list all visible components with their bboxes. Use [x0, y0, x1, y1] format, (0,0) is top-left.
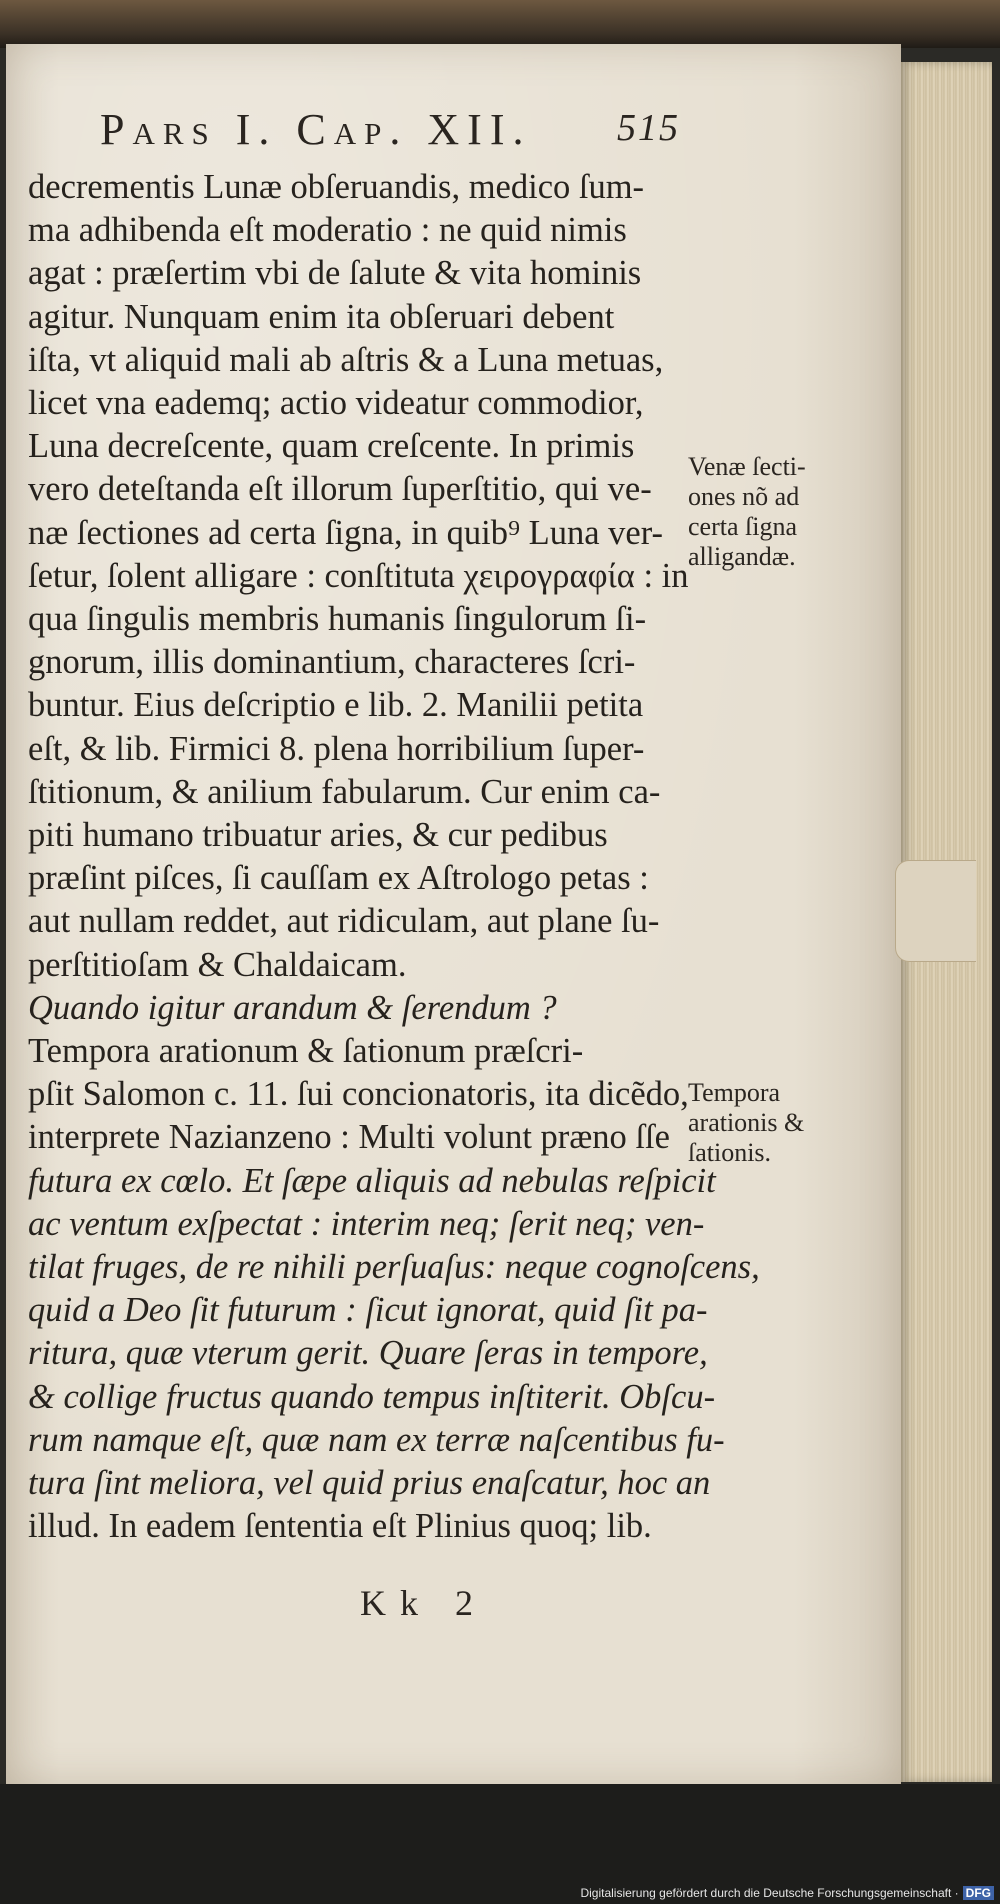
- page-marker-strip: [895, 860, 976, 962]
- text-line: buntur. Eius deſcriptio e lib. 2. Manilii petita: [28, 686, 644, 725]
- margin-note-line: ſationis.: [688, 1138, 772, 1167]
- page-header: [100, 104, 680, 164]
- text-line: & collige fructus quando tempus inſtiterit. Obſcu-: [28, 1377, 716, 1416]
- margin-note-line: arationis &: [688, 1108, 805, 1137]
- text-line: Luna decreſcente, quam creſcente. In primis: [28, 427, 635, 466]
- text-line: tilat fruges, de re nihili perſuaſus: neque cognoſcens,: [28, 1248, 760, 1287]
- text-line: gnorum, illis dominantium, characteres ſcri-: [28, 643, 636, 682]
- margin-note-line: ones nõ ad: [688, 482, 800, 511]
- book-cover-top: [0, 0, 1000, 48]
- text-line: ſtitionum, & anilium fabularum. Cur enim ca-: [28, 772, 661, 811]
- text-line: iſta, vt aliquid mali ab aſtris & a Luna metuas,: [28, 340, 664, 379]
- text-line: interprete Nazianzeno : Multi volunt præno ſſe: [28, 1118, 670, 1157]
- section-question: Quando igitur arandum & ſerendum ?: [28, 988, 557, 1027]
- margin-note-venae: [688, 452, 858, 572]
- text-line: illud. In eadem ſententia eſt Plinius quoq; lib.: [28, 1507, 652, 1546]
- text-line: futura ex cœlo. Et ſæpe aliquis ad nebulas reſpicit: [28, 1161, 716, 1200]
- dfg-logo: DFG: [963, 1886, 994, 1900]
- margin-note-line: Venæ ſecti-: [688, 452, 806, 481]
- text-line: pſit Salomon c. 11. ſui concionatoris, ita dicẽdo,: [28, 1075, 689, 1114]
- text-line: decrementis Lunæ obſeruandis, medico ſum-: [28, 168, 645, 206]
- margin-note-line: Tempora: [688, 1078, 781, 1107]
- text-line: qua ſingulis membris humanis ſingulorum ſi-: [28, 600, 647, 639]
- margin-note-line: alligandæ.: [688, 542, 796, 571]
- text-line: agitur. Nunquam enim ita obſeruari debent: [28, 297, 615, 336]
- text-line: aut nullam reddet, aut ridiculam, aut plane ſu-: [28, 902, 660, 941]
- text-line: Tempora arationum & ſationum præſcri-: [28, 1032, 584, 1071]
- text-line: næ ſectiones ad certa ſigna, in quib⁹ Luna ver-: [28, 513, 663, 552]
- digitization-credit: [580, 1886, 994, 1900]
- text-line: rum namque eſt, quæ nam ex terræ naſcentibus fu-: [28, 1420, 725, 1459]
- signature-mark: Kk 2: [360, 1583, 487, 1623]
- text-line: ac ventum exſpectat : interim neq; ſerit neq; ven-: [28, 1204, 705, 1243]
- running-title: Pars I. Cap. XII.: [100, 105, 532, 154]
- text-line: præſint piſces, ſi cauſſam ex Aſtrologo petas :: [28, 859, 649, 898]
- text-line: tura ſint meliora, vel quid prius enaſcatur, hoc an: [28, 1464, 711, 1503]
- text-line: licet vna eademq; actio videatur commodior,: [28, 384, 644, 423]
- text-line: agat : præſertim vbi de ſalute & vita hominis: [28, 254, 642, 293]
- text-line: vero deteſtanda eſt illorum ſuperſtitio, qui ve-: [28, 470, 652, 509]
- margin-note-tempora: [688, 1078, 858, 1168]
- credit-text: Digitalisierung gefördert durch die Deutsche Forschungsgemeinschaft ·: [580, 1886, 959, 1900]
- text-line: ritura, quæ vterum gerit. Quare ſeras in tempore,: [28, 1334, 708, 1373]
- text-line: ma adhibenda eſt moderatio : ne quid nimis: [28, 211, 627, 250]
- text-line: piti humano tribuatur aries, & cur pedibus: [28, 816, 608, 855]
- text-line: quid a Deo ſit futurum : ſicut ignorat, quid ſit pa-: [28, 1291, 708, 1330]
- margin-note-line: certa ſigna: [688, 512, 797, 541]
- page-number: 515: [617, 107, 680, 149]
- text-line: eſt, & lib. Firmici 8. plena horribilium ſuper-: [28, 729, 645, 768]
- text-line: perſtitioſam & Chaldaicam.: [28, 945, 407, 984]
- text-line: ſetur, ſolent alligare : conſtituta χειρογραφία : in: [28, 556, 689, 595]
